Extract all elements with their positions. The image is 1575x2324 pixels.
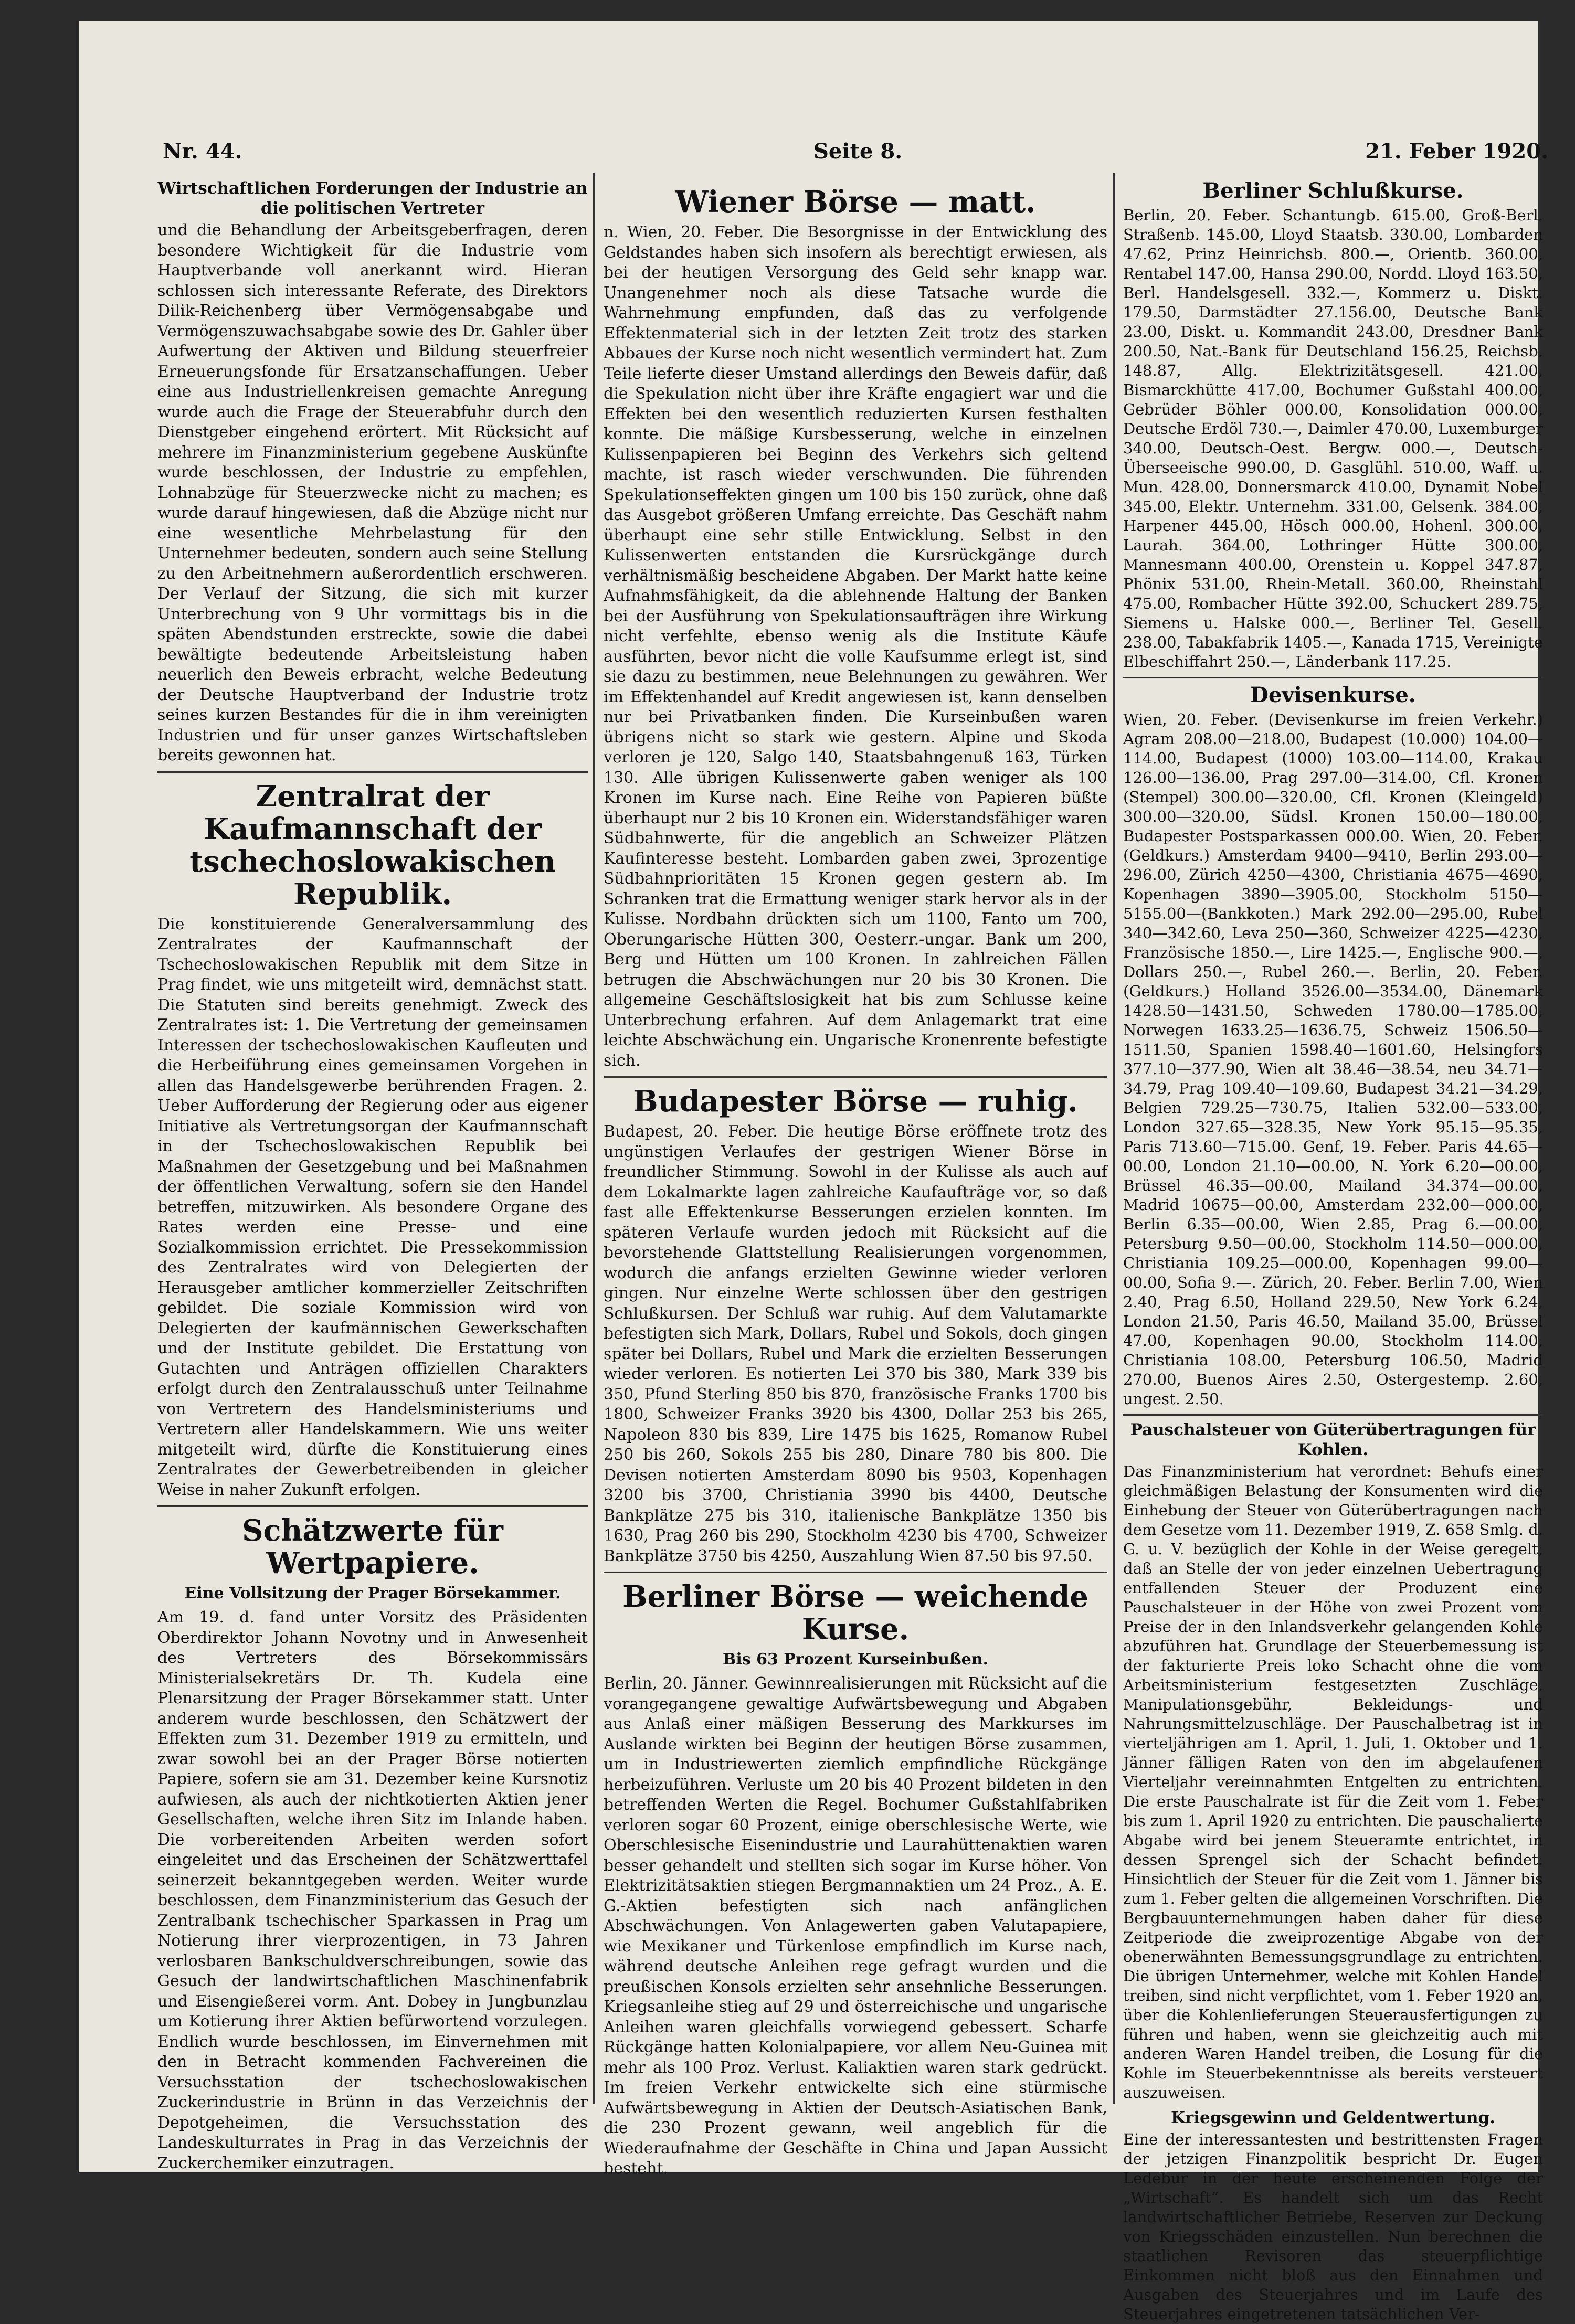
column-right bbox=[1123, 178, 1543, 2323]
divider bbox=[1123, 677, 1543, 678]
article-body: n. Wien, 20. Feber. Die Besorgnisse in der Entwicklung des Geldstandes haben sich insofern als berechtigt erwiesen, als bei der heutigen Versorgung des Geld sehr knapp war. Unangenehmer noch als diese Tatsache wurde die Wahrnehmung empfunden, daß das zu verfolgende Effektenmaterial sich in der letzten Zeit trotz des starken Abbaues der Kurse noch nicht wesentlich vermindert hat. Zum Teile lieferte dieser Umstand allerdings den Beweis dafür, daß die Spekulation nicht über ihre Kräfte engagiert war und die Effekten bei den wesentlich reduzierten Kursen festhalten konnte. Die mäßige Kursbesserung, welche in einzelnen Kulissenpapieren bei Beginn des Verkehrs sich geltend machte, ist rasch wieder verschwunden. Die führenden Spekulationseffekten gingen um 100 bis 150 zurück, ohne daß das Ausgebot größeren Umfang erreichte. Das Geschäft nahm überhaupt eine sehr stille Entwicklung. Selbst in den Kulissenwerten entstanden die Kursrückgänge durch verhältnismäßig bescheidene Abgaben. Der Markt hatte keine Aufnahmsfähigkeit, da die ablehnende Haltung der Banken bei der Ausführung von Spekulationsaufträgen ihre Wirkung nicht verfehlte, ebenso wenig als die Institute Käufe ausführten, bevor nicht die volle Kaufsumme erlegt ist, sind sie dazu zu bestimmen, neue Belehnungen zu gewähren. Wer im Effektenhandel auf Kredit angewiesen ist, kann denselben nur bei Privatbanken finden. Die Kurseinbußen waren übrigens nicht so stark wie gestern. Alpine und Skoda verloren je 120, Salgo 140, Staatsbahngenuß 163, Türken 130. Alle übrigen Kulissenwerte gaben weniger als 100 Kronen im Kurse nach. Eine Reihe von Papieren büßte überhaupt nur 2 bis 10 Kronen ein. Widerstandsfähiger waren Südbahnwerte, für die angeblich an Schweizer Plätzen Kaufinteresse besteht. Lombarden gaben zwei, 3prozentige Südbahnprioritäten 15 Kronen gegen gestern ab. Im Schranken trat die Ermattung weniger stark hervor als in der Kulisse. Nordbahn drückten sich um 1100, Fanto um 700, Oberungarische Hütten 300, Oesterr.-ungar. Bank um 200, Berg und Hütten um 100 Kronen. In zahlreichen Fällen betrugen die Abschwächungen nur 20 bis 30 Kronen. Die allgemeine Geschäftslosigkeit hat bis zum Schlusse keine Unterbrechung erfahren. Auf dem Anlagemarkt trat eine leichte Abschwächung ein. Ungarische Kronenrente befestigte sich. bbox=[604, 223, 1107, 1070]
divider bbox=[157, 771, 588, 773]
article-body: Die konstituierende Generalversammlung des Zentralrates der Kaufmannschaft der Tschechoslowakischen Republik mit dem Sitze in Prag findet, wie uns mitgeteilt wird, demnächst statt. Die Statuten sind bereits genehmigt. Zweck des Zentralrates ist: 1. Die Vertretung der gemeinsamen Interessen der tschechoslowakischen Kaufleuten und die Herbeiführung eines gemeinsamen Vorgehen in allen das Handelsgewerbe berührenden Fragen. 2. Ueber Aufforderung der Regierung oder aus eigener Initiative als Vertretungsorgan der Kaufmannschaft in der Tschechoslowakischen Republik bei Maßnahmen der Gesetzgebung und bei Maßnahmen der öffentlichen Verwaltung, sofern sie den Handel betreffen, mitzuwirken. Als besondere Organe des Rates werden eine Presse- und eine Sozialkommission errichtet. Die Pressekommission des Zentralrates wird von Delegierten der Herausgeber amtlicher kommerzieller Zeitschriften gebildet. Die soziale Kommission wird von Delegierten der kaufmännischen Gewerkschaften und der Institute gebildet. Die Erstattung von Gutachten und Anträgen offiziellen Charakters erfolgt durch den Zentralausschuß unter Teilnahme von Vertretern des Handelsministeriums und Vertretern aller Handelskammern. Wie uns weiter mitgeteilt wird, dürfte die Konstituierung eines Zentralrates der Gewerbetreibenden in gleicher Weise in naher Zukunft erfolgen. bbox=[157, 915, 588, 1499]
article-industry-demands bbox=[157, 178, 588, 766]
article-foreign-exchange bbox=[1123, 683, 1543, 1409]
article-securities-valuation bbox=[157, 1514, 588, 2173]
article-coal-tax bbox=[1123, 1420, 1543, 2103]
article-body: Das Finanzministerium hat verordnet: Behufs einer gleichmäßigen Belastung der Konsumenten wird die Einhebung der Steuer von Güterübertragungen nach dem Gesetze vom 11. Dezember 1919, Z. 658 Smlg. d. G. u. V. bezüglich der Kohle in der Weise geregelt, daß an Stelle der von jeder einzelnen Uebertragung entfallenden Steuer der Produzent eine Pauschalsteuer in der Höhe von zwei Prozent vom Preise der in den Inlandsverkehr gelangenden Kohle abzuführen hat. Grundlage der Steuerbemessung ist der fakturierte Preis loko Schacht ohne die vom Arbeitsministerium festgesetzten Zuschläge. Manipulationsgebühr, Bekleidungs- und Nahrungsmittelzuschläge. Der Pauschalbetrag ist in vierteljährigen am 1. April, 1. Juli, 1. Oktober und 1. Jänner fälligen Raten von den im abgelaufenen Vierteljahr vereinnahmten Entgelten zu entrichten. Die erste Pauschalrate ist für die Zeit vom 1. Feber bis zum 1. April 1920 zu entrichten. Die pauschalierte Abgabe wird bei jenem Steueramte entrichtet, in dessen Sprengel sich der Schacht befindet. Hinsichtlich der Steuer für die Zeit vom 1. Jänner bis zum 1. Feber gelten die allgemeinen Vorschriften. Die Bergbauunternehmungen haben daher für diese Zeitperiode die zweiprozentige Abgabe von der obenerwähnten Bemessungsgrundlage zu entrichten. Die übrigen Unternehmer, welche mit Kohlen Handel treiben, sind nicht verpflichtet, vom 1. Feber 1920 an, über die Kohlenlieferungen Steuerausfertigungen zu führen und haben, wenn sie gleichzeitig auch mit anderen Waren Handel treiben, die Losung für die Kohle im Steuerbekenntnisse als bereits versteuert auszuweisen. bbox=[1123, 1462, 1543, 2102]
column-rule bbox=[593, 173, 595, 2104]
newspaper-page bbox=[79, 21, 1548, 2323]
article-heading: Budapester Börse — ruhig. bbox=[633, 1084, 1078, 1119]
article-body: und die Behandlung der Arbeitsgeberfragen, deren besondere Wichtigkeit für die Industrie vom Hauptverbande voll anerkannt wird. Hieran schlossen sich interessante Referate, des Direktors Dilik-Reichenberg über Vermögensabgabe und Vermögenszuwachsabgabe sowie des Dr. Gahler über Aufwertung der Aktiven und Bildung steuerfreier Erneuerungsfonde für Ersatzanschaffungen. Ueber eine aus Industriellenkreisen gemachte Anregung wurde auch die Frage der Steuerabfuhr durch den Dienstgeber eingehend erörtert. Mit Rücksicht auf mehrere im Finanzministerium gegebene Auskünfte wurde beschlossen, der Industrie zu empfehlen, Lohnabzüge für Steuerzwecke nicht zu machen; es wurde darauf hingewiesen, daß die Abzüge nicht nur eine wesentliche Mehrbelastung für den Unternehmer bedeuten, sondern auch seine Stellung zu den Arbeitnehmern außerordentlich erschweren. Der Verlauf der Sitzung, die sich mit kurzer Unterbrechung von 9 Uhr vormittags bis in die späten Abendstunden erstreckte, sowie die dabei bewältigte bedeutende Arbeitsleistung haben neuerlich den Beweis erbracht, welche Bedeutung der Deutsche Hauptverband der Industrie trotz seines kurzen Bestandes für die in ihm vereinigten Industrien und für unser ganzes Wirtschaftsleben bereits gewonnen hat. bbox=[157, 221, 588, 765]
article-budapest-exchange bbox=[604, 1085, 1107, 1566]
article-heading: Berliner Börse — weichende Kurse. bbox=[622, 1579, 1088, 1647]
article-subheading: Eine Vollsitzung der Prager Börsekammer. bbox=[184, 1584, 561, 1603]
article-body: Budapest, 20. Feber. Die heutige Börse eröffnete trotz des ungünstigen Verlaufes der gestrigen Wiener Börse in freundlicher Stimmung. Sowohl in der Kulisse als auch auf dem Lokalmarkte lagen zahlreiche Kaufaufträge vor, so daß fast alle Effektenkurse Besserungen erzielen konnten. Im späteren Verlaufe wurden jedoch mit Rücksicht auf die bevorstehende Glattstellung Realisierungen vorgenommen, wodurch die anfangs erzielten Gewinne wieder verloren gingen. Nur einzelne Werte schlossen über den gestrigen Schlußkursen. Der Schluß war ruhig. Auf dem Valutamarkte befestigten sich Mark, Dollars, Rubel und Sokols, doch gingen später bei Dollars, Rubel und Mark die erzielten Besserungen wieder verloren. Es notierten Lei 370 bis 380, Mark 339 bis 350, Pfund Sterling 850 bis 870, französische Franks 1700 bis 1800, Schweizer Franks 3920 bis 4300, Dollar 253 bis 265, Napoleon 830 bis 839, Lire 1475 bis 1625, Romanow Rubel 250 bis 260, Sokols 255 bis 280, Dinare 780 bis 800. Die Devisen notierten Amsterdam 8090 bis 9503, Kopenhagen 3200 bis 3700, Christiania 3990 bis 4400, Deutsche Bankplätze 275 bis 310, italienische Bankplätze 1350 bis 1630, Prag 260 bis 290, Stockholm 4230 bis 4700, Schweizer Bankplätze 3750 bis 4250, Auszahlung Wien 87.50 bis 97.50. bbox=[604, 1122, 1107, 1565]
page-header bbox=[163, 139, 1559, 176]
article-vienna-exchange bbox=[604, 186, 1107, 1071]
column-rule bbox=[1113, 173, 1115, 2104]
article-heading: Wiener Börse — matt. bbox=[675, 185, 1036, 219]
article-merchant-council bbox=[157, 780, 588, 1501]
column-middle bbox=[604, 178, 1107, 2178]
article-heading: Pauschalsteuer von Güterübertragungen für Kohlen. bbox=[1130, 1420, 1536, 1459]
article-war-profit bbox=[1123, 2108, 1543, 2324]
article-subheading: Bis 63 Prozent Kurseinbußen. bbox=[722, 1650, 989, 1669]
article-body: Wien, 20. Feber. (Devisenkurse im freien Verkehr.) Agram 208.00—218.00, Budapest (10.000) 104.00—114.00, Budapest (1000) 103.00—114.00, Krakau 126.00—136.00, Prag 297.00—314.00, Cfl. Kronen (Stempel) 300.00—320.00, Cfl. Kronen (Kleingeld) 300.00—320.00, Südsl. Kronen 150.00—180.00, Budapester Postsparkassen 000.00. Wien, 20. Feber. (Geldkurs.) Amsterdam 9400—9410, Berlin 293.00—296.00, Zürich 4250—4300, Christiania 4675—4690, Kopenhagen 3890—3905.00, Stockholm 5150—5155.00—(Bankkoten.) Mark 292.00—295.00, Rubel 340—342.60, Leva 250—360, Schweizer 4225—4230, Französische 1850.—, Lire 1425.—, Englische 900.—, Dollars 250.—, Rubel 260.—. Berlin, 20. Feber. (Geldkurs.) Holland 3526.00—3534.00, Dänemark 1428.50—1431.50, Schweden 1780.00—1785.00, Norwegen 1633.25—1636.75, Schweiz 1506.50—1511.50, Spanien 1598.40—1601.60, Helsingfors 377.10—377.90, Wien alt 38.46—38.54, neu 34.71—34.79, Prag 109.40—109.60, Budapest 34.21—34.29, Belgien 729.25—730.75, Italien 532.00—533.00, London 327.65—328.35, New York 95.15—95.35, Paris 713.60—715.00. Genf, 19. Feber. Paris 44.65—00.00, London 21.10—00.00, N. York 6.20—00.00, Brüssel 46.35—00.00, Mailand 34.374—00.00, Madrid 10675—00.00, Amsterdam 232.00—000.00, Berlin 6.35—00.00, Wien 2.85, Prag 6.—00.00, Petersburg 9.50—00.00, Stockholm 114.50—000.00, Christiania 109.25—000.00, Kopenhagen 99.00—00.00, Sofia 9.—. Zürich, 20. Feber. Berlin 7.00, Wien 2.40, Prag 6.50, Holland 229.50, New York 6.24, London 21.50, Paris 46.50, Mailand 35.00, Brüssel 47.00, Kopenhagen 90.00, Stockholm 114.00, Christiania 108.00, Petersburg 106.50, Madrid 270.00, Buenos Aires 2.50, Ostergestemp. 2.60, ungest. 2.50. bbox=[1123, 710, 1543, 1408]
article-berlin-exchange bbox=[604, 1580, 1107, 2179]
issue-number: Nr. 44. bbox=[163, 139, 242, 164]
article-berlin-closing bbox=[1123, 178, 1543, 672]
article-body: Berlin, 20. Jänner. Gewinnrealisierungen mit Rücksicht auf die vorangegangene gewaltige Aufwärtsbewegung und Abgaben aus Anlaß einer mäßigen Besserung des Markkurses im Auslande wirkten bei Beginn der heutigen Börse zusammen, um in Industriewerten ziemlich empfindliche Rückgänge herbeizuführen. Verluste um 20 bis 40 Prozent bildeten in den betreffenden Werten die Regel. Bochumer Gußstahlfabriken verloren sogar 60 Prozent, einige oberschlesische Werte, wie Oberschlesische Eisenindustrie und Laurahüttenaktien waren besser gehandelt und stellten sich sogar im Kurse höher. Von Elektrizitätsaktien stiegen Bergmannaktien um 24 Proz., A. E. G.-Aktien befestigten sich nach anfänglichen Abschwächungen. Von Anlagewerten gaben Valutapapiere, wie Mexikaner und Türkenlose empfindlich im Kurse nach, während deutsche Anleihen rege gefragt wurden und die preußischen Konsols erzielten sehr ansehnliche Besserungen. Kriegsanleihe stieg auf 29 und österreichische und ungarische Anleihen waren gleichfalls vorwiegend gebessert. Scharfe Rückgänge hatten Kolonialpapiere, vor allem Neu-Guinea mit mehr als 100 Proz. Verlust. Kaliaktien waren stark gedrückt. Im freien Verkehr entwickelte sich eine stürmische Aufwärtsbewegung in Aktien der Deutsch-Asiatischen Bank, die 230 Prozent gewann, weil angeblich für die Wiederaufnahme der Geschäfte in China und Japan Aussicht besteht. bbox=[604, 1674, 1107, 2178]
article-body: Berlin, 20. Feber. Schantungb. 615.00, Groß-Berl. Straßenb. 145.00, Lloyd Staatsb. 330.00, Lombarden 47.62, Prinz Heinrichsb. 800.—, Orientb. 360.00, Rentabel 147.00, Hansa 290.00, Nordd. Lloyd 163.50, Berl. Handelsgesell. 332.—, Kommerz u. Diskt. 179.50, Darmstädter 27.156.00, Deutsche Bank 23.00, Diskt. u. Kommandit 243.00, Dresdner Bank 200.50, Nat.-Bank für Deutschland 156.25, Reichsb. 148.87, Allg. Elektrizitätsgesell. 421.00, Bismarckhütte 417.00, Bochumer Gußstahl 400.00, Gebrüder Böhler 000.00, Konsolidation 000.00, Deutsche Erdöl 730.—, Daimler 470.00, Luxemburger 340.00, Deutsch-Oest. Bergw. 000.—, Deutsch-Überseeische 990.00, D. Gasglühl. 510.00, Waff. u. Mun. 428.00, Donnersmarck 410.00, Dynamit Nobel 345.00, Elektr. Unternehm. 331.00, Gelsenk. 384.00, Harpener 445.00, Hösch 000.00, Hohenl. 300.00, Laurah. 364.00, Lothringer Hütte 300.00, Mannesmann 400.00, Orenstein u. Koppel 347.87, Phönix 531.00, Rhein-Metall. 360.00, Rheinstahl 475.00, Rombacher Hütte 392.00, Schuckert 289.75, Siemens u. Halske 000.—, Berliner Tel. Gesell. 238.00, Tabakfabrik 1405.—, Kanada 1715, Vereinigte Elbeschiffahrt 250.—, Länderbank 117.25. bbox=[1123, 206, 1543, 671]
divider bbox=[157, 1505, 588, 1507]
divider bbox=[604, 1572, 1107, 1573]
article-heading: Wirtschaftlichen Forderungen der Industrie an die politischen Vertreter bbox=[157, 179, 588, 218]
divider bbox=[1123, 1414, 1543, 1416]
divider bbox=[604, 1076, 1107, 1078]
article-heading: Devisenkurse. bbox=[1250, 683, 1416, 707]
article-heading: Berliner Schlußkurse. bbox=[1202, 178, 1464, 203]
article-heading: Kriegsgewinn und Geldentwertung. bbox=[1170, 2108, 1496, 2127]
column-left bbox=[157, 178, 588, 2172]
article-heading: Schätzwerte für Wertpapiere. bbox=[242, 1513, 503, 1580]
article-body: Am 19. d. fand unter Vorsitz des Präsidenten Oberdirektor Johann Novotny und in Anwesenheit des Vertreters des Börsekommissärs Ministerialsekretärs Dr. Th. Kudela eine Plenarsitzung der Prager Börsekammer statt. Unter anderem wurde beschlossen, den Schätzwert der Effekten zum 31. Dezember 1919 zu ermitteln, und zwar sowohl bei an der Prager Börse notierten Papiere, sofern sie am 31. Dezember keine Kursnotiz aufwiesen, als auch der nichtkotierten Aktien jener Gesellschaften, welche ihren Sitz im Inlande haben. Die vorbereitenden Arbeiten werden sofort eingeleitet und das Erscheinen der Schätzwerttafel seinerzeit bekanntgegeben werden. Weiter wurde beschlossen, dem Finanzministerium das Gesuch der Zentralbank tschechischer Sparkassen in Prag um Notierung ihrer vierprozentigen, in 73 Jahren verlosbaren Bankschuldverschreibungen, sowie das Gesuch der landwirtschaftlichen Maschinenfabrik und Eisengießerei vorm. Ant. Dobey in Jungbunzlau um Kotierung ihrer Aktien befürwortend vorzulegen. Endlich wurde beschlossen, im Einvernehmen mit den in Betracht kommenden Fachvereinen die Versuchsstation der tschechoslowakischen Zuckerindustrie in Brünn in das Verzeichnis der Depotgeheimen, die Versuchsstation des Landeskulturrates in Prag in das Verzeichnis der Zuckerchemiker einzutragen. bbox=[157, 1608, 588, 2172]
issue-date: 21. Feber 1920. bbox=[1365, 139, 1548, 164]
page-number: Seite 8. bbox=[813, 139, 903, 164]
article-heading: Zentralrat der Kaufmannschaft der tschechoslowakischen Republik. bbox=[189, 779, 556, 911]
article-body: Eine der interessantesten und bestrittensten Fragen der jetzigen Finanzpolitik bespricht Dr. Eugen Ledebur in der heute erscheinenden Folge der „Wirtschaft“. Es handelt sich um das Recht landwirtschaftlicher Betriebe, Reserven zur Deckung von Kriegsschäden einzustellen. Nun berechnen die staatlichen Revisoren das steuerpflichtige Einkommen nicht bloß aus den Einnahmen und Ausgaben des Steuerjahres und im Laufe des Steuerjahres eingetretenen tatsächlichen Ver- bbox=[1123, 2130, 1543, 2323]
